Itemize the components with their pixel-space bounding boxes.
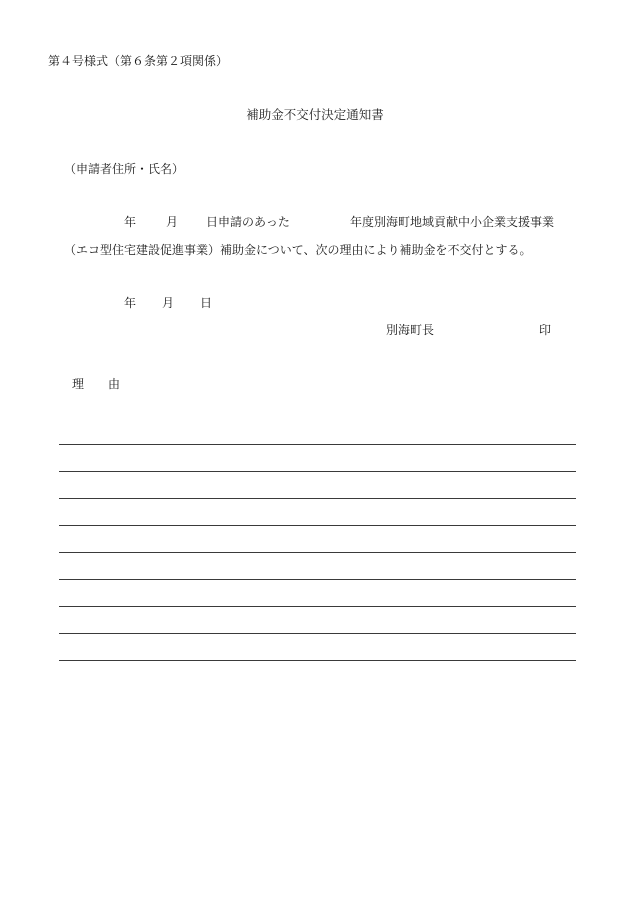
seal-mark: 印 [539,323,552,337]
reason-line [59,444,576,445]
application-month-marker: 月 [166,215,179,229]
issue-year-marker: 年 [124,296,137,310]
program-name-text: 年度別海町地域貢献中小企業支援事業 [350,215,555,229]
issue-month-marker: 月 [162,296,175,310]
reason-line [59,552,576,553]
application-day-marker: 日申請のあった [206,215,290,229]
decision-statement: （エコ型住宅建設促進事業）補助金について、次の理由により補助金を不交付とする。 [64,243,532,257]
application-year-marker: 年 [124,215,137,229]
issue-day-marker: 日 [200,296,213,310]
document-title: 補助金不交付決定通知書 [246,107,384,122]
reason-line [59,633,576,634]
applicant-address-name-label: （申請者住所・氏名） [64,162,185,176]
reason-line [59,471,576,472]
form-number: 第４号様式（第６条第２項関係） [48,54,229,68]
reason-line [59,606,576,607]
reason-line [59,660,576,661]
reason-label: 理 由 [72,377,121,391]
reason-line [59,525,576,526]
issuer-title: 別海町長 [386,323,435,337]
reason-line [59,498,576,499]
reason-line [59,579,576,580]
